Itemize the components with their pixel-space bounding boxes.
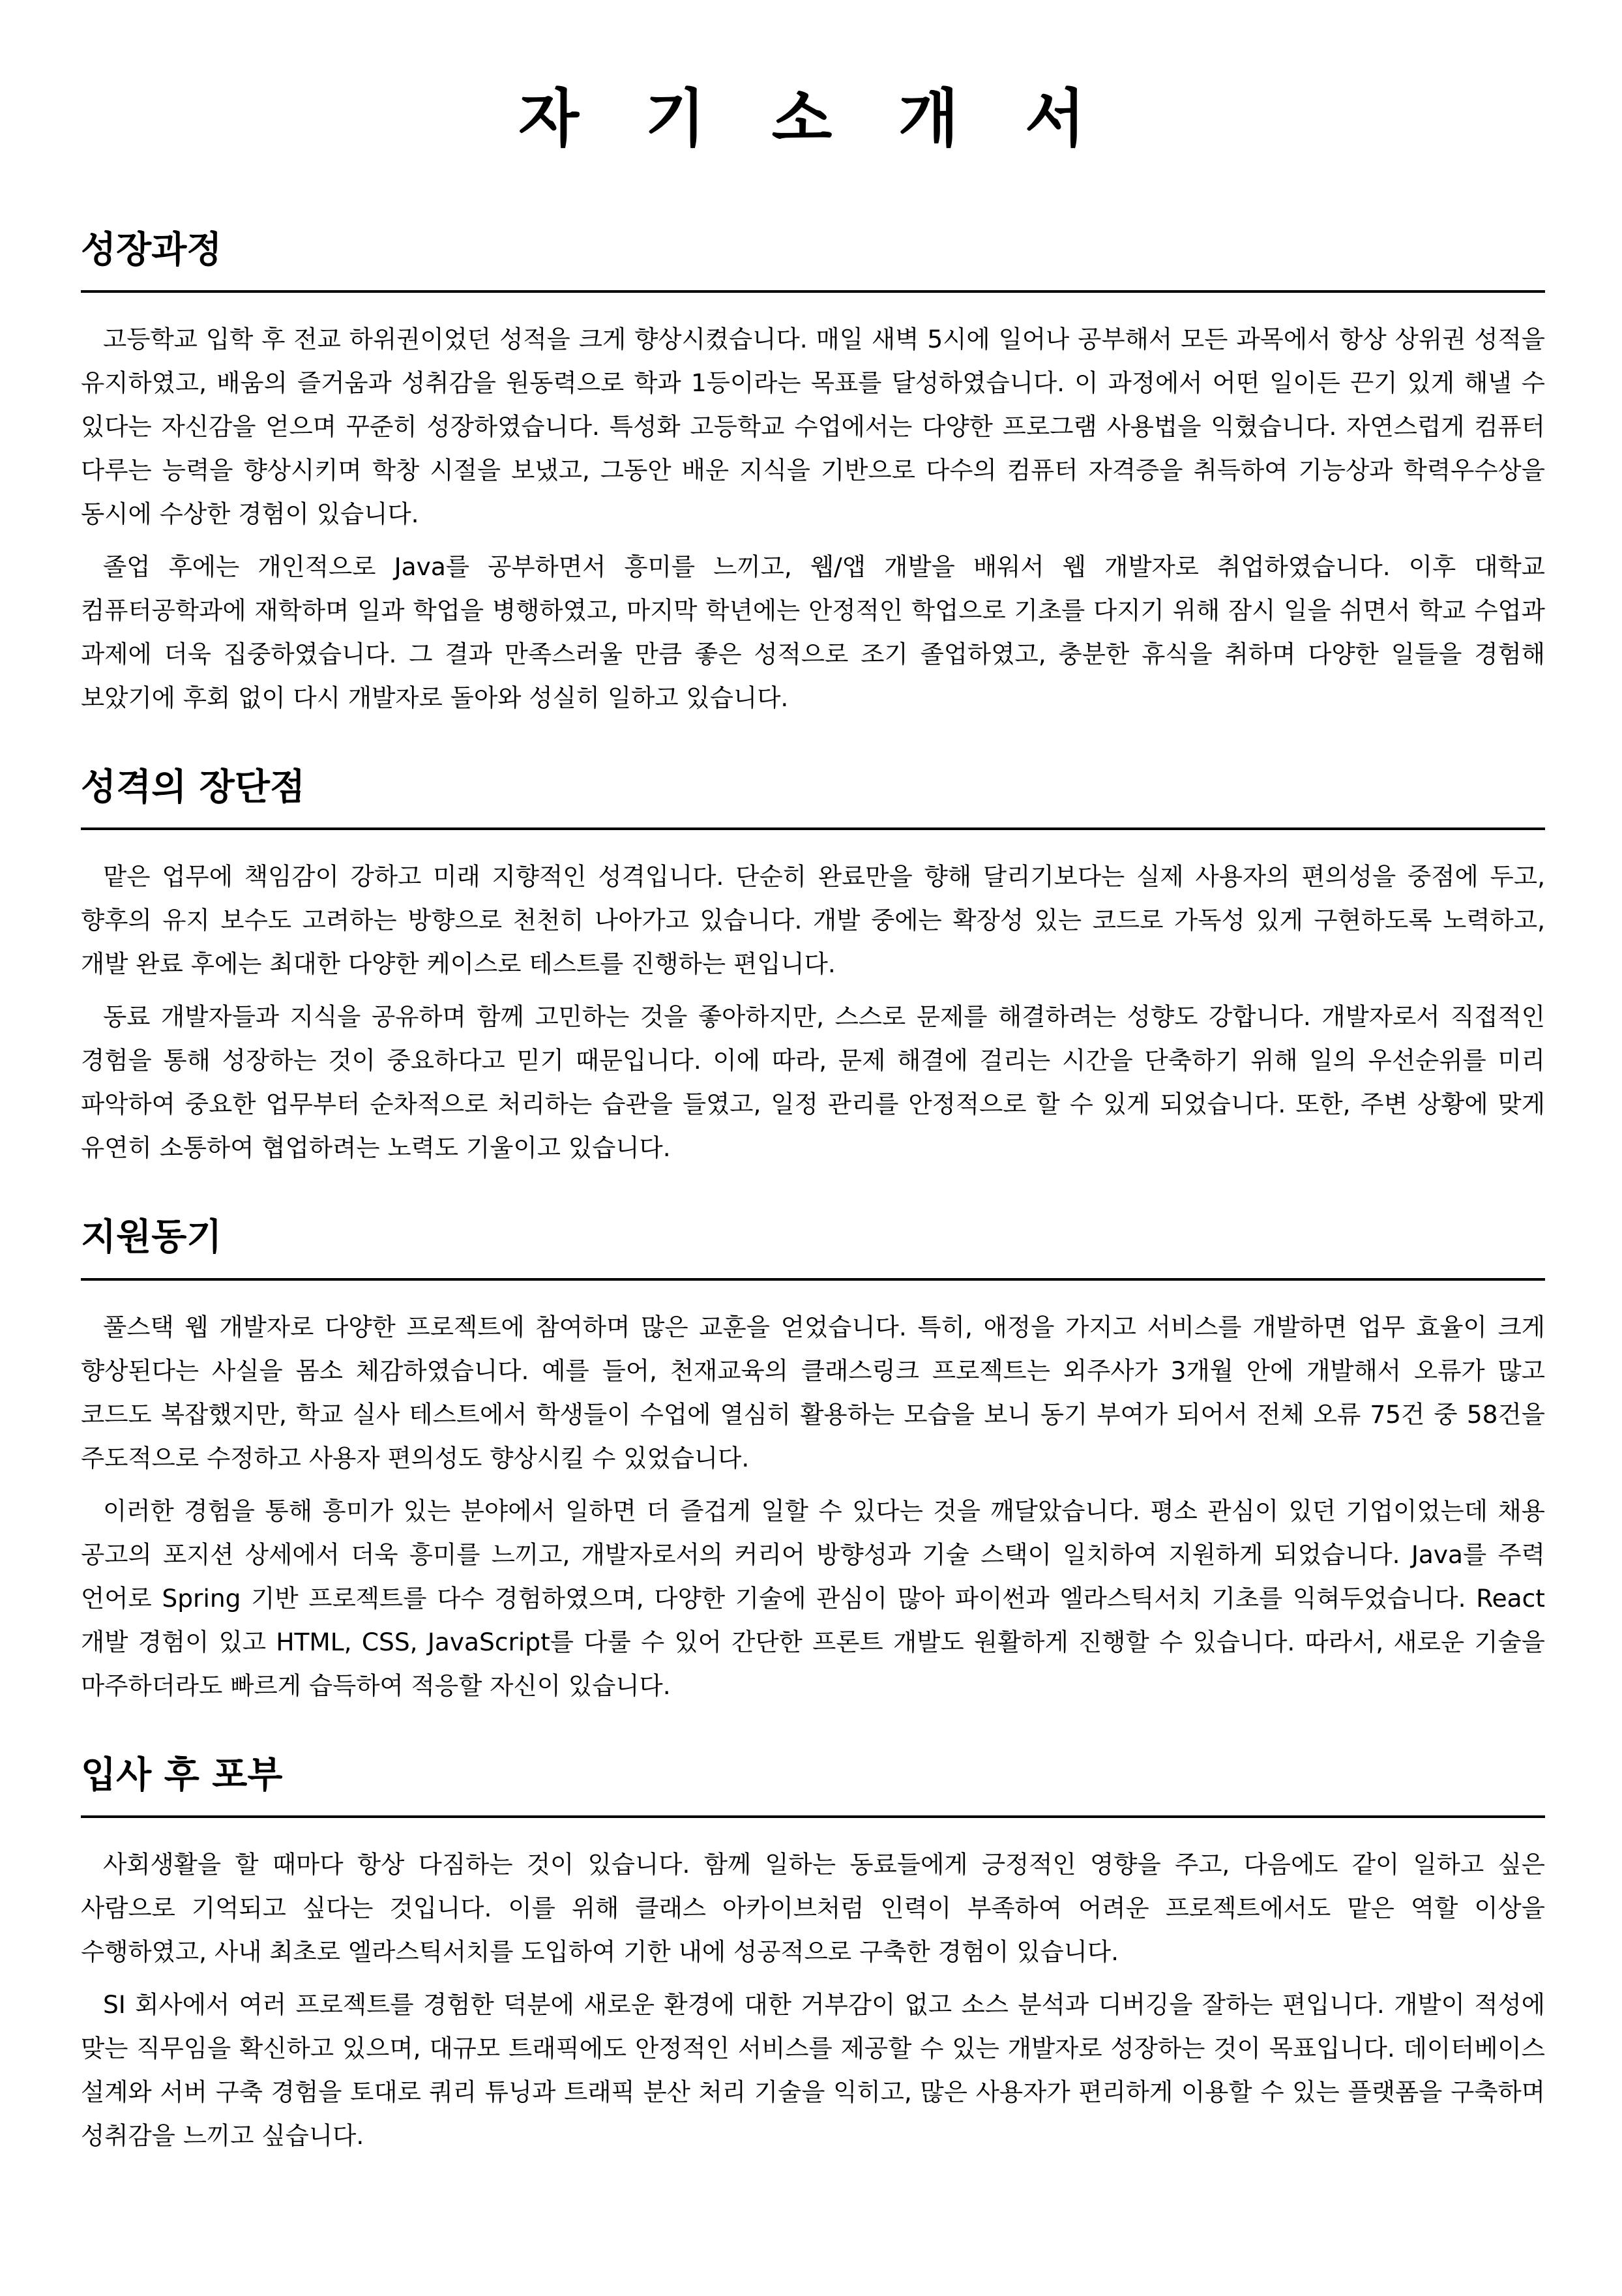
paragraph: 졸업 후에는 개인적으로 Java를 공부하면서 흥미를 느끼고, 웹/앱 개발을 배워서 웹 개발자로 취업하였습니다. 이후 대학교 컴퓨터공학과에 재학하며 일과 학업을 병행하였고, 마지막 학년에는 안정적인 학업으로 기초를 다지기 위해 잠시 일을 쉬면서 학교 수업과 과제에 더욱 집중하였습니다. 그 결과 만족스러울 만큼 좋은 성적으로 조기 졸업하였고, 충분한 휴식을 취하며 다양한 일들을 경험해 보았기에 후회 없이 다시 개발자로 돌아와 성실히 일하고 있습니다. [81,552,1545,713]
section-heading: 입사 후 포부 [81,1753,1545,1818]
section-heading: 성격의 장단점 [81,766,1545,830]
paragraph: 맡은 업무에 책임감이 강하고 미래 지향적인 성격입니다. 단순히 완료만을 향해 달리기보다는 실제 사용자의 편의성을 중점에 두고, 향후의 유지 보수도 고려하는 방향으로 천천히 나아가고 있습니다. 개발 중에는 확장성 있는 코드로 가독성 있게 구현하도록 노력하고, 개발 완료 후에는 최대한 다양한 케이스로 테스트를 진행하는 편입니다. [81,862,1545,979]
paragraph: 고등학교 입학 후 전교 하위권이었던 성적을 크게 향상시켰습니다. 매일 새벽 5시에 일어나 공부해서 모든 과목에서 항상 상위권 성적을 유지하였고, 배움의 즐거움과 성취감을 원동력으로 학과 1등이라는 목표를 달성하였습니다. 이 과정에서 어떤 일이든 끈기 있게 해낼 수 있다는 자신감을 얻으며 꾸준히 성장하였습니다. 특성화 고등학교 수업에서는 다양한 프로그램 사용법을 익혔습니다. 자연스럽게 컴퓨터 다루는 능력을 향상시키며 학창 시절을 보냈고, 그동안 배운 지식을 기반으로 다수의 컴퓨터 자격증을 취득하여 기능상과 학력우수상을 동시에 수상한 경험이 있습니다. [81,325,1545,529]
section-growth [81,228,1545,720]
paragraph: 이러한 경험을 통해 흥미가 있는 분야에서 일하면 더 즐겁게 일할 수 있다는 것을 깨달았습니다. 평소 관심이 있던 기업이었는데 채용 공고의 포지션 상세에서 더욱 흥미를 느끼고, 개발자로서의 커리어 방향성과 기술 스택이 일치하여 지원하게 되었습니다. Java를 주력 언어로 Spring 기반 프로젝트를 다수 경험하였으며, 다양한 기술에 관심이 많아 파이썬과 엘라스틱서치 기초를 익혀두었습니다. React 개발 경험이 있고 HTML, CSS, JavaScript를 다룰 수 있어 간단한 프론트 개발도 원활하게 진행할 수 있습니다. 따라서, 새로운 기술을 마주하더라도 빠르게 습득하여 적응할 자신이 있습니다. [81,1496,1545,1700]
section-personality [81,766,1545,1170]
paragraph: 사회생활을 할 때마다 항상 다짐하는 것이 있습니다. 함께 일하는 동료들에게 긍정적인 영향을 주고, 다음에도 같이 일하고 싶은 사람으로 기억되고 싶다는 것입니다. 이를 위해 클래스 아카이브처럼 인력이 부족하여 어려운 프로젝트에서도 맡은 역할 이상을 수행하였고, 사내 최초로 엘라스틱서치를 도입하여 기한 내에 성공적으로 구축한 경험이 있습니다. [81,1849,1545,1966]
paragraph: 동료 개발자들과 지식을 공유하며 함께 고민하는 것을 좋아하지만, 스스로 문제를 해결하려는 성향도 강합니다. 개발자로서 직접적인 경험을 통해 성장하는 것이 중요하다고 믿기 때문입니다. 이에 따라, 문제 해결에 걸리는 시간을 단축하기 위해 일의 우선순위를 미리 파악하여 중요한 업무부터 순차적으로 처리하는 습관을 들였고, 일정 관리를 안정적으로 할 수 있게 되었습니다. 또한, 주변 상황에 맞게 유연히 소통하여 협업하려는 노력도 기울이고 있습니다. [81,1002,1545,1163]
document-title: 자 기 소 개 서 [518,82,1108,155]
section-aspiration [81,1753,1545,2158]
paragraph: SI 회사에서 여러 프로젝트를 경험한 덕분에 새로운 환경에 대한 거부감이 없고 소스 분석과 디버깅을 잘하는 편입니다. 개발이 적성에 맞는 직무임을 확신하고 있으며, 대규모 트래픽에도 안정적인 서비스를 제공할 수 있는 개발자로 성장하는 것이 목표입니다. 데이터베이스 설계와 서버 구축 경험을 토대로 쿼리 튜닝과 트래픽 분산 처리 기술을 익히고, 많은 사용자가 편리하게 이용할 수 있는 플랫폼을 구축하며 성취감을 느끼고 싶습니다. [81,1990,1545,2150]
paragraph: 풀스택 웹 개발자로 다양한 프로젝트에 참여하며 많은 교훈을 얻었습니다. 특히, 애정을 가지고 서비스를 개발하면 업무 효율이 크게 향상된다는 사실을 몸소 체감하였습니다. 예를 들어, 천재교육의 클래스링크 프로젝트는 외주사가 3개월 안에 개발해서 오류가 많고 코드도 복잡했지만, 학교 실사 테스트에서 학생들이 수업에 열심히 활용하는 모습을 보니 동기 부여가 되어서 전체 오류 75건 중 58건을 주도적으로 수정하고 사용자 편의성도 향상시킬 수 있었습니다. [81,1312,1545,1472]
section-heading: 성장과정 [81,228,1545,293]
section-motivation [81,1215,1545,1707]
section-heading: 지원동기 [81,1215,1545,1280]
